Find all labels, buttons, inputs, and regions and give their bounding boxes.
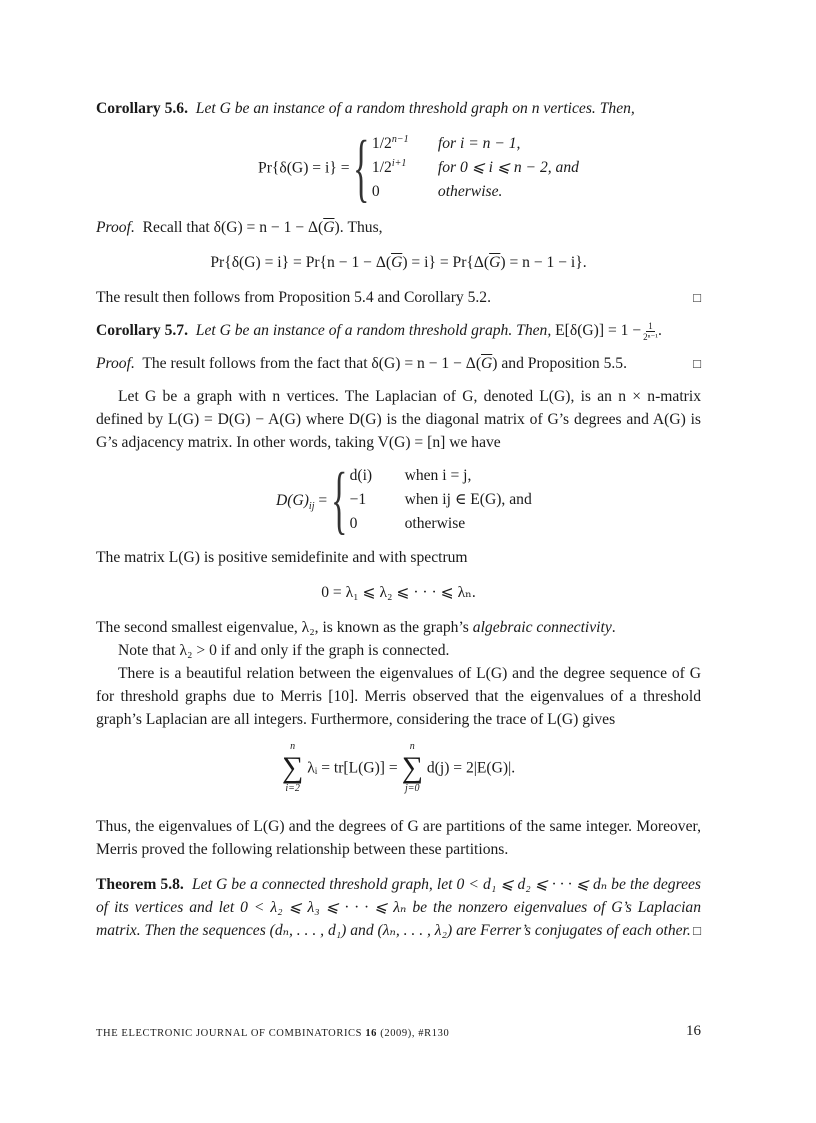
sum-upper-limit: n — [290, 741, 296, 752]
paper-page — [96, 97, 701, 942]
laplacian-paragraph — [96, 385, 701, 454]
summation — [282, 741, 303, 795]
proof-corollary-5-7 — [96, 352, 701, 375]
left-brace-icon: { — [331, 458, 348, 542]
emphasized-term: algebraic connectivity — [472, 619, 612, 636]
journal-name: THE ELECTRONIC JOURNAL OF COMBINATORICS — [96, 1028, 363, 1039]
summation — [402, 741, 423, 795]
proof-label: Proof. — [96, 219, 135, 236]
case-value: −1 — [349, 491, 367, 508]
conclusion-text: The result then follows from Proposition 5.4 and Corollary 5.2. — [96, 289, 491, 306]
case-condition: for 0 ⩽ i ⩽ n − 2, and — [437, 159, 579, 176]
paragraph-text: Thus, the eigenvalues of L(G) and the degrees of G are partitions of the same integer. Moreover, Merris proved the following relationship between these partitions. — [96, 818, 701, 858]
corollary-label: Corollary 5.7. — [96, 322, 188, 339]
proof-corollary-5-6 — [96, 216, 701, 239]
equation-part: Pr{δ(G) = i} = Pr{n − 1 − Δ( — [210, 254, 392, 271]
complement-g: $\overline{G}$ — [391, 254, 403, 271]
fraction-denominator: 2ⁿ⁻¹ — [643, 331, 658, 342]
matrix-subscript: ij — [308, 500, 315, 512]
equals-sign: = — [314, 491, 328, 509]
page-number: 16 — [686, 1023, 701, 1039]
case-exponent: i+1 — [391, 157, 407, 169]
journal-volume: 16 — [365, 1028, 378, 1039]
equation-part: d(j) = 2|E(G)|. — [426, 759, 516, 777]
partition-paragraph — [96, 815, 701, 861]
equation-text: 0 = λ₁ ⩽ λ₂ ⩽ · · · ⩽ λₙ. — [321, 584, 476, 601]
case-value: 1/2 — [371, 159, 392, 176]
case-condition: otherwise. — [437, 183, 503, 200]
equation-part: ) = n − 1 − i}. — [500, 254, 587, 271]
second-eigenvalue-paragraph — [96, 616, 701, 731]
proof-text: Recall that δ(G) = n − 1 − Δ( — [142, 219, 324, 236]
corollary-statement: Let G be an instance of a random threshold graph on n vertices. Then, — [195, 100, 635, 117]
equation-end: . — [657, 322, 662, 339]
paragraph-text: The matrix L(G) is positive semidefinite and with spectrum — [96, 549, 468, 566]
complement-g: $\overline{G}$ — [323, 219, 335, 236]
sigma-icon: ∑ — [281, 751, 304, 784]
complement-g: $\overline{G}$ — [489, 254, 501, 271]
case-value: 0 — [349, 515, 358, 532]
proof-text: ) and Proposition 5.5. — [492, 355, 627, 372]
case-condition: when i = j, — [404, 467, 472, 484]
left-brace-icon: { — [353, 126, 370, 210]
paragraph-text: . — [611, 619, 616, 636]
proof-label: Proof. — [96, 355, 135, 372]
spectrum-equation — [96, 581, 701, 604]
merris-paragraph: There is a beautiful relation between the eigenvalues of L(G) and the degree sequence of G for threshold graphs due to Merris [10]. Merris observed that the eigenvalues of a threshold graph’s Laplacian are all integers. Furthermore, considering the trace of L(G) gives — [96, 665, 701, 728]
proof-text: The result follows from the fact that δ(G) = n − 1 − Δ( — [142, 355, 482, 372]
matrix-lhs: D(G) — [276, 491, 309, 509]
fraction — [643, 321, 658, 342]
corollary-5-7 — [96, 319, 701, 342]
equation-lhs: Pr{δ(G) = i} = — [258, 159, 350, 177]
equation-part: ) = i} = Pr{Δ( — [402, 254, 490, 271]
proof-conclusion — [96, 286, 701, 309]
equation-part: λᵢ = tr[L(G)] = — [307, 759, 398, 777]
psd-paragraph — [96, 546, 701, 569]
trace-equation — [96, 741, 701, 803]
case-value: d(i) — [349, 467, 373, 484]
qed-box-icon: □ — [693, 290, 701, 305]
corollary-label: Corollary 5.6. — [96, 100, 188, 117]
sigma-icon: ∑ — [401, 751, 423, 784]
case-condition: otherwise — [404, 515, 466, 532]
qed-box-icon: □ — [693, 356, 701, 371]
degree-matrix-equation — [96, 458, 701, 542]
complement-g: $\overline{G}$ — [481, 355, 493, 372]
sum-lower-limit: j=0 — [405, 783, 420, 794]
case-value: 0 — [371, 183, 380, 200]
proof-equation — [96, 251, 701, 274]
proof-text: ). Thus, — [334, 219, 383, 236]
corollary-statement: Let G be an instance of a random threshold graph. Then, — [195, 322, 552, 339]
note-text: Note that λ₂ > 0 if and only if the graph is connected. — [118, 642, 450, 659]
theorem-5-8 — [96, 873, 701, 942]
cases-block — [331, 458, 532, 542]
sum-lower-limit: i=2 — [285, 783, 300, 794]
corollary-equation: E[δ(G)] = 1 − — [555, 322, 642, 339]
paragraph-text: The second smallest eigenvalue, λ₂, is known as the graph’s — [96, 619, 473, 636]
cases-block — [353, 126, 579, 210]
journal-year-article: (2009), #R130 — [380, 1028, 450, 1039]
theorem-label: Theorem 5.8. — [96, 876, 184, 893]
paragraph-text: Let G be a graph with n vertices. The Laplacian of G, denoted L(G), is an n × n-matrix defined by L(G) = D(G) − A(G) where D(G) is the diagonal matrix of G’s degrees and A(G) is G’s adjacency matrix. In other words, taking V(G) = [n] we have — [96, 388, 701, 451]
qed-box-icon: □ — [693, 923, 701, 938]
corollary-5-6-equation — [136, 126, 701, 210]
case-exponent: n−1 — [391, 133, 409, 145]
case-condition: when ij ∈ E(G), and — [404, 491, 532, 508]
corollary-5-6 — [96, 97, 701, 120]
fraction-numerator: 1 — [648, 320, 653, 331]
theorem-statement: Let G be a connected threshold graph, let 0 < d₁ ⩽ d₂ ⩽ · · · ⩽ dₙ be the degrees of its vertices and let 0 < λ₂ ⩽ λ₃ ⩽ · · · ⩽ λₙ be the nonzero eigenvalues of G’s Laplacian matrix. Then the sequences (dₙ, . . . , d₁) and (λₙ, . . . , λ₂) are Ferrer’s conjugates of each other. — [96, 876, 701, 939]
case-condition: for i = n − 1, — [437, 135, 521, 152]
sum-upper-limit: n — [409, 741, 415, 752]
case-value: 1/2 — [371, 135, 392, 152]
page-footer — [96, 1022, 701, 1045]
